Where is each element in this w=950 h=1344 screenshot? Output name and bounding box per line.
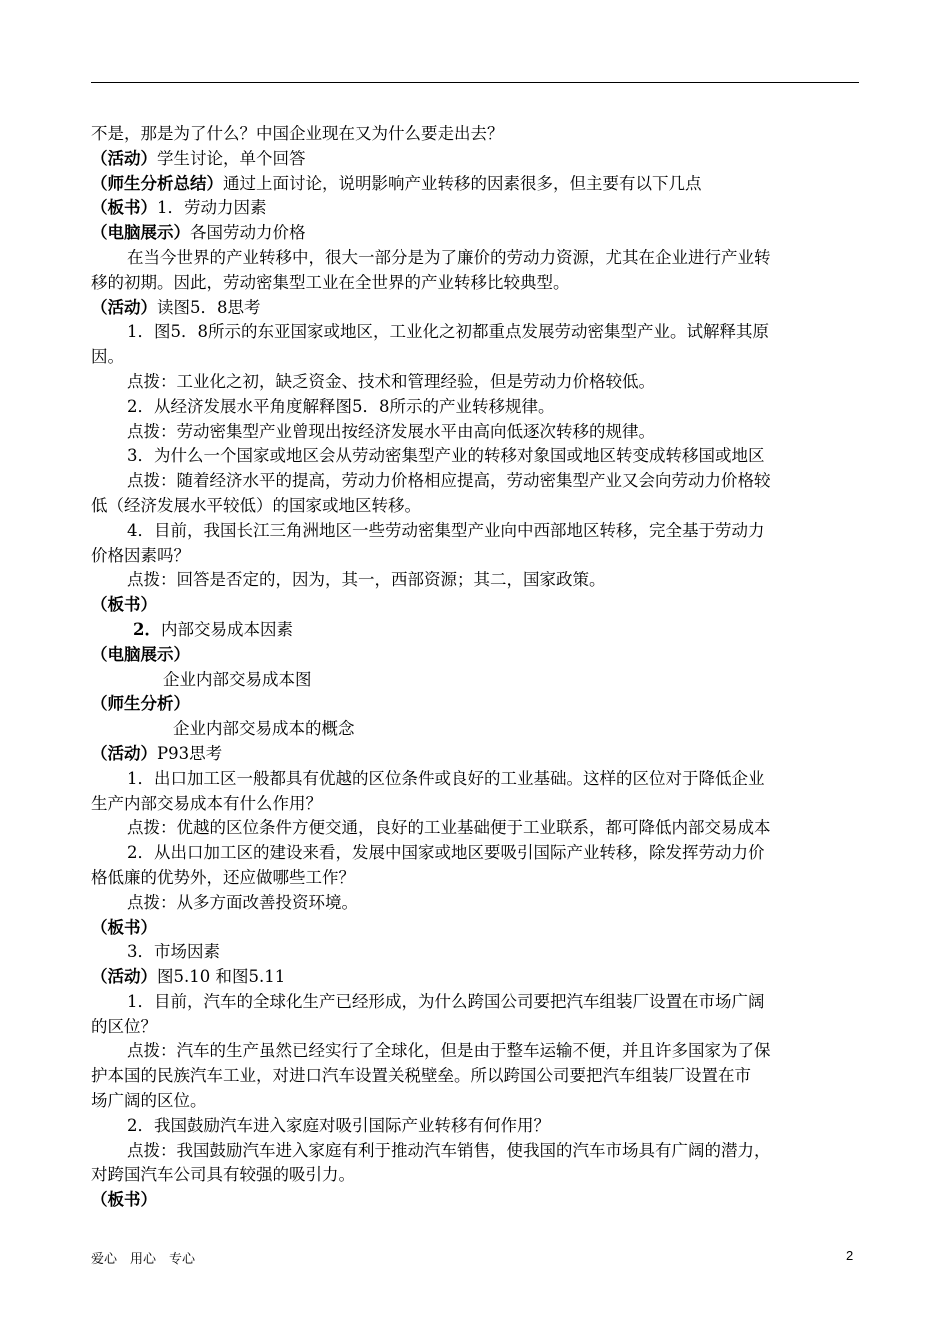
paragraph-line	[91, 221, 861, 246]
line-text: 1．目前，汽车的全球化生产已经形成，为什么跨国公司要把汽车组装厂设置在市场广阔	[127, 991, 765, 1011]
section-label: （活动）	[91, 148, 157, 168]
line-text: 4．目前，我国长江三角洲地区一些劳动密集型产业向中西部地区转移，完全基于劳动力	[127, 520, 765, 540]
paragraph-line	[91, 916, 861, 941]
line-text: 不是，那是为了什么？中国企业现在又为什么要走出去？	[91, 124, 504, 143]
section-label: （板书）	[91, 917, 157, 937]
paragraph-line	[91, 544, 861, 569]
paragraph-line	[91, 271, 861, 296]
paragraph-line	[91, 1089, 861, 1114]
line-text: 点拨：回答是否定的，因为，其一，西部资源；其二，国家政策。	[127, 570, 606, 590]
paragraph-line	[91, 420, 861, 445]
line-text: 对跨国汽车公司具有较强的吸引力。	[91, 1165, 355, 1185]
section-label: 2．	[133, 619, 161, 639]
paragraph-line	[91, 816, 861, 841]
line-text: 3．市场因素	[127, 942, 220, 962]
section-label: （电脑展示）	[91, 644, 190, 664]
paragraph-line	[91, 692, 861, 717]
line-text: 价格因素吗？	[91, 545, 190, 565]
paragraph-line	[91, 519, 861, 544]
section-label: （活动）	[91, 297, 157, 317]
line-text: 各国劳动力价格	[190, 223, 306, 243]
paragraph-line	[91, 469, 861, 494]
paragraph-line	[91, 147, 861, 172]
paragraph-line	[91, 1114, 861, 1139]
paragraph-line	[91, 370, 861, 395]
paragraph-line	[91, 618, 861, 643]
paragraph-line	[91, 717, 861, 742]
line-text: 点拨：从多方面改善投资环境。	[127, 892, 358, 912]
paragraph-line	[91, 668, 861, 693]
paragraph-line	[91, 172, 861, 197]
paragraph-line	[91, 841, 861, 866]
paragraph-line	[91, 1139, 861, 1164]
paragraph-line	[91, 1188, 861, 1213]
paragraph-line	[91, 1163, 861, 1188]
line-text: 内部交易成本因素	[160, 619, 293, 639]
line-text: 学生讨论，单个回答	[157, 148, 306, 168]
line-text: 1．劳动力因素	[157, 198, 267, 218]
paragraph-line	[91, 742, 861, 767]
paragraph-line	[91, 296, 861, 321]
line-text: 格低廉的优势外，还应做哪些工作？	[91, 867, 355, 887]
line-text: 点拨：汽车的生产虽然已经实行了全球化，但是由于整车运输不便，并且许多国家为了保	[127, 1041, 771, 1061]
line-text: 1．出口加工区一般都具有优越的区位条件或良好的工业基础。这样的区位对于降低企业	[127, 768, 765, 788]
section-label: （师生分析）	[91, 694, 190, 714]
paragraph-line	[91, 792, 861, 817]
paragraph-line	[91, 395, 861, 420]
line-text: 通过上面讨论，说明影响产业转移的因素很多，但主要有以下几点	[223, 173, 702, 193]
line-text: 低（经济发展水平较低）的国家或地区转移。	[91, 495, 421, 515]
paragraph-line	[91, 1015, 861, 1040]
line-text: 点拨：劳动密集型产业曾现出按经济发展水平由高向低逐次转移的规律。	[127, 421, 655, 441]
section-label: （活动）	[91, 967, 157, 987]
paragraph-line	[91, 866, 861, 891]
section-label: （板书）	[91, 1190, 157, 1210]
line-text: 点拨：随着经济水平的提高，劳动力价格相应提高，劳动密集型产业又会向劳动力价格较	[127, 471, 771, 491]
paragraph-line	[91, 122, 861, 147]
header-rule	[91, 82, 859, 83]
section-label: （电脑展示）	[91, 223, 190, 243]
paragraph-line	[91, 593, 861, 618]
line-text: 因。	[91, 347, 124, 367]
paragraph-line	[91, 444, 861, 469]
line-text: 点拨：工业化之初，缺乏资金、技术和管理经验，但是劳动力价格较低。	[127, 371, 655, 391]
page-number: 2	[846, 1248, 854, 1263]
paragraph-line	[91, 568, 861, 593]
line-text: 生产内部交易成本有什么作用？	[91, 793, 322, 813]
line-text: 图5.10 和图5.11	[157, 967, 286, 987]
line-text: 的区位？	[91, 1016, 157, 1036]
line-text: 场广阔的区位。	[91, 1091, 207, 1111]
line-text: 2．从出口加工区的建设来看，发展中国家或地区要吸引国际产业转移，除发挥劳动力价	[127, 843, 765, 863]
document-body	[91, 122, 861, 1213]
paragraph-line	[91, 767, 861, 792]
line-text: 2．从经济发展水平角度解释图5．8所示的产业转移规律。	[127, 396, 555, 416]
paragraph-line	[91, 345, 861, 370]
line-text: 企业内部交易成本的概念	[173, 719, 355, 739]
paragraph-line	[91, 246, 861, 271]
line-text: 点拨：优越的区位条件方便交通，良好的工业基础便于工业联系，都可降低内部交易成本	[127, 818, 771, 838]
paragraph-line	[91, 643, 861, 668]
paragraph-line	[91, 320, 861, 345]
paragraph-line	[91, 891, 861, 916]
line-text: 在当今世界的产业转移中，很大一部分是为了廉价的劳动力资源，尤其在企业进行产业转	[127, 247, 771, 267]
line-text: 2．我国鼓励汽车进入家庭对吸引国际产业转移有何作用？	[127, 1115, 550, 1135]
line-text: 移的初期。因此，劳动密集型工业在全世界的产业转移比较典型。	[91, 272, 570, 292]
paragraph-line	[91, 196, 861, 221]
section-label: （板书）	[91, 198, 157, 218]
footer-motto: 爱心 用心 专心	[91, 1252, 196, 1267]
paragraph-line	[91, 965, 861, 990]
section-label: （活动）	[91, 743, 157, 763]
line-text: 企业内部交易成本图	[163, 669, 312, 689]
line-text: 3．为什么一个国家或地区会从劳动密集型产业的转移对象国或地区转变成转移国或地区	[127, 446, 765, 466]
line-text: 点拨：我国鼓励汽车进入家庭有利于推动汽车销售，使我国的汽车市场具有广阔的潜力，	[127, 1140, 771, 1160]
paragraph-line	[91, 1064, 861, 1089]
line-text: 护本国的民族汽车工业，对进口汽车设置关税壁垒。所以跨国公司要把汽车组装厂设置在市	[91, 1066, 751, 1086]
section-label: （板书）	[91, 595, 157, 615]
paragraph-line	[91, 940, 861, 965]
section-label: （师生分析总结）	[91, 173, 223, 193]
line-text: 读图5．8思考	[157, 297, 261, 317]
line-text: P93思考	[157, 743, 223, 763]
paragraph-line	[91, 990, 861, 1015]
paragraph-line	[91, 1039, 861, 1064]
line-text: 1．图5．8所示的东亚国家或地区，工业化之初都重点发展劳动密集型产业。试解释其原	[127, 322, 769, 342]
paragraph-line	[91, 494, 861, 519]
